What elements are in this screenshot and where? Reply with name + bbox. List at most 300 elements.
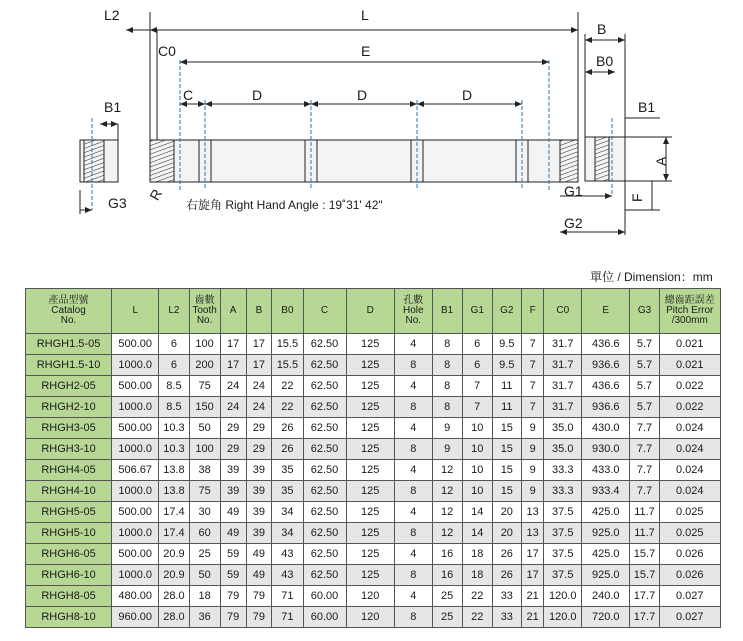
table-cell: 25 xyxy=(432,607,462,628)
helix-angle-caption: 右旋角 Right Hand Angle : 19˚31' 42" xyxy=(186,198,383,212)
table-cell: 62.50 xyxy=(303,502,346,523)
table-cell: 43 xyxy=(272,544,303,565)
table-cell: 18 xyxy=(189,586,220,607)
table-cell: 60.00 xyxy=(303,586,346,607)
table-cell: 125 xyxy=(346,460,394,481)
table-cell: 1000.0 xyxy=(112,565,159,586)
table-cell: 49 xyxy=(220,523,246,544)
table-cell: 1000.0 xyxy=(112,439,159,460)
table-cell: 5.7 xyxy=(630,376,659,397)
right-section-view xyxy=(585,118,625,196)
table-cell: 36 xyxy=(189,607,220,628)
table-cell: 12 xyxy=(432,481,462,502)
table-row xyxy=(26,586,721,607)
table-cell: 0.026 xyxy=(659,565,720,586)
table-cell: 125 xyxy=(346,355,394,376)
table-row xyxy=(26,334,721,355)
label-L2: L2 xyxy=(104,7,120,23)
column-header-line: G2 xyxy=(500,305,514,316)
table-cell: 925.0 xyxy=(582,523,630,544)
column-header-line: F xyxy=(529,305,536,316)
table-cell: 79 xyxy=(220,607,246,628)
table-cell: 500.00 xyxy=(112,544,159,565)
table-cell: 125 xyxy=(346,418,394,439)
table-cell: 26 xyxy=(272,418,303,439)
table-cell: 150 xyxy=(189,397,220,418)
table-cell: 100 xyxy=(189,334,220,355)
table-cell: 26 xyxy=(492,544,521,565)
table-cell: 0.025 xyxy=(659,502,720,523)
table-cell: 500.00 xyxy=(112,418,159,439)
table-cell: 0.027 xyxy=(659,586,720,607)
column-header-line: C0 xyxy=(556,305,570,316)
column-header xyxy=(630,289,659,334)
table-cell: 33 xyxy=(492,586,521,607)
table-cell: 4 xyxy=(394,376,432,397)
table-cell: 120.0 xyxy=(544,607,582,628)
table-cell: 0.021 xyxy=(659,355,720,376)
table-cell: 125 xyxy=(346,565,394,586)
table-cell: 22 xyxy=(462,607,492,628)
label-C0: C0 xyxy=(158,43,176,59)
rack-body xyxy=(150,60,578,190)
table-cell: 34 xyxy=(272,502,303,523)
column-header-line: Tooth xyxy=(192,305,217,316)
table-cell: 4 xyxy=(394,502,432,523)
column-header-line: L2 xyxy=(168,305,180,316)
table-row xyxy=(26,418,721,439)
table-cell: 59 xyxy=(220,565,246,586)
table-row xyxy=(26,607,721,628)
table-cell: 15.5 xyxy=(272,355,303,376)
table-cell: 62.50 xyxy=(303,397,346,418)
column-header-line: B xyxy=(255,305,263,316)
table-cell: 10 xyxy=(462,460,492,481)
table-row xyxy=(26,565,721,586)
label-E: E xyxy=(361,43,371,59)
table-cell: 1000.0 xyxy=(112,355,159,376)
table-cell: 960.00 xyxy=(112,607,159,628)
table-cell: 720.0 xyxy=(582,607,630,628)
table-cell: 125 xyxy=(346,544,394,565)
table-cell: 24 xyxy=(246,397,272,418)
table-cell: 26 xyxy=(492,565,521,586)
table-cell: 17 xyxy=(220,334,246,355)
column-header-line: 齒數 xyxy=(194,295,215,306)
column-header-line: Pitch Error xyxy=(666,305,714,316)
table-cell: 17.4 xyxy=(159,502,189,523)
table-cell: 6 xyxy=(462,334,492,355)
table-cell: 125 xyxy=(346,439,394,460)
table-cell: 5.7 xyxy=(630,334,659,355)
table-cell: 35 xyxy=(272,481,303,502)
table-cell: 22 xyxy=(272,397,303,418)
table-cell: 25 xyxy=(432,586,462,607)
table-cell: 26 xyxy=(272,439,303,460)
table-cell: 14 xyxy=(462,502,492,523)
table-cell: 1000.0 xyxy=(112,481,159,502)
table-cell: 125 xyxy=(346,481,394,502)
table-row xyxy=(26,397,721,418)
label-D-3: D xyxy=(462,87,473,103)
table-cell: 1000.0 xyxy=(112,523,159,544)
table-cell: 35.0 xyxy=(544,439,582,460)
column-header-line: L xyxy=(132,305,138,316)
table-cell: 125 xyxy=(346,334,394,355)
table-cell: 4 xyxy=(394,460,432,481)
table-cell: 75 xyxy=(189,481,220,502)
table-cell: 24 xyxy=(246,376,272,397)
spec-table xyxy=(25,288,721,628)
catalog-cell: RHGH1.5-10 xyxy=(26,355,112,376)
label-D-1: D xyxy=(252,87,263,103)
table-cell: 8 xyxy=(394,607,432,628)
table-cell: 29 xyxy=(246,418,272,439)
table-cell: 29 xyxy=(246,439,272,460)
table-cell: 8 xyxy=(394,523,432,544)
column-header xyxy=(582,289,630,334)
table-cell: 31.7 xyxy=(544,355,582,376)
column-header xyxy=(272,289,303,334)
column-header-line: G3 xyxy=(637,305,652,316)
table-cell: 8.5 xyxy=(159,376,189,397)
column-header xyxy=(303,289,346,334)
table-cell: 200 xyxy=(189,355,220,376)
table-row xyxy=(26,481,721,502)
label-C: C xyxy=(183,87,194,103)
table-cell: 20 xyxy=(492,502,521,523)
table-cell: 17 xyxy=(246,334,272,355)
column-header xyxy=(112,289,159,334)
table-cell: 9.5 xyxy=(492,355,521,376)
catalog-cell: RHGH6-05 xyxy=(26,544,112,565)
table-cell: 10.3 xyxy=(159,439,189,460)
table-row xyxy=(26,523,721,544)
table-cell: 79 xyxy=(220,586,246,607)
table-cell: 10 xyxy=(462,439,492,460)
table-cell: 6 xyxy=(462,355,492,376)
table-cell: 506.67 xyxy=(112,460,159,481)
catalog-cell: RHGH4-05 xyxy=(26,460,112,481)
table-cell: 21 xyxy=(521,607,544,628)
table-cell: 37.5 xyxy=(544,502,582,523)
table-cell: 8 xyxy=(394,565,432,586)
table-cell: 15 xyxy=(492,460,521,481)
label-D-2: D xyxy=(357,87,368,103)
table-cell: 17 xyxy=(220,355,246,376)
table-cell: 39 xyxy=(246,523,272,544)
table-cell: 49 xyxy=(220,502,246,523)
table-cell: 13.8 xyxy=(159,460,189,481)
table-cell: 28.0 xyxy=(159,586,189,607)
table-cell: 500.00 xyxy=(112,376,159,397)
table-cell: 433.0 xyxy=(582,460,630,481)
column-header xyxy=(432,289,462,334)
column-header-line: No. xyxy=(60,315,77,326)
table-cell: 37.5 xyxy=(544,565,582,586)
table-cell: 4 xyxy=(394,418,432,439)
table-cell: 9.5 xyxy=(492,334,521,355)
table-cell: 62.50 xyxy=(303,418,346,439)
table-cell: 29 xyxy=(220,418,246,439)
table-row xyxy=(26,502,721,523)
column-header-line: 產品型號 xyxy=(48,295,89,306)
column-header xyxy=(394,289,432,334)
column-header xyxy=(521,289,544,334)
table-cell: 17 xyxy=(521,544,544,565)
table-cell: 22 xyxy=(272,376,303,397)
table-cell: 39 xyxy=(246,481,272,502)
column-header xyxy=(659,289,720,334)
table-cell: 22 xyxy=(462,586,492,607)
table-cell: 4 xyxy=(394,544,432,565)
table-cell: 60.00 xyxy=(303,607,346,628)
table-cell: 936.6 xyxy=(582,355,630,376)
label-R: R xyxy=(146,186,166,203)
label-A: A xyxy=(653,156,669,166)
table-cell: 0.021 xyxy=(659,334,720,355)
unit-note: 單位 / Dimension：mm xyxy=(590,270,713,284)
table-cell: 8 xyxy=(432,355,462,376)
table-cell: 35 xyxy=(272,460,303,481)
table-cell: 62.50 xyxy=(303,355,346,376)
column-header xyxy=(346,289,394,334)
table-cell: 425.0 xyxy=(582,544,630,565)
table-cell: 9 xyxy=(432,439,462,460)
table-cell: 9 xyxy=(521,481,544,502)
table-cell: 20.9 xyxy=(159,544,189,565)
table-cell: 1000.0 xyxy=(112,397,159,418)
column-header-line: C xyxy=(320,305,329,316)
table-cell: 21 xyxy=(521,586,544,607)
column-header-line: D xyxy=(366,305,374,316)
table-cell: 6 xyxy=(159,334,189,355)
table-cell: 29 xyxy=(220,439,246,460)
table-cell: 7.7 xyxy=(630,481,659,502)
table-cell: 24 xyxy=(220,376,246,397)
table-cell: 39 xyxy=(246,460,272,481)
catalog-cell: RHGH1.5-05 xyxy=(26,334,112,355)
label-G1: G1 xyxy=(564,183,583,199)
table-cell: 9 xyxy=(521,439,544,460)
table-cell: 120 xyxy=(346,586,394,607)
table-cell: 62.50 xyxy=(303,565,346,586)
column-header-line: Catalog xyxy=(51,305,86,316)
table-cell: 30 xyxy=(189,502,220,523)
table-cell: 71 xyxy=(272,607,303,628)
column-header xyxy=(159,289,189,334)
label-L: L xyxy=(361,7,369,23)
table-row xyxy=(26,355,721,376)
label-F: F xyxy=(629,193,645,202)
table-cell: 8.5 xyxy=(159,397,189,418)
catalog-cell: RHGH4-10 xyxy=(26,481,112,502)
column-header-line: A xyxy=(229,305,237,316)
column-header-line: Hole xyxy=(402,305,424,316)
table-cell: 18 xyxy=(462,544,492,565)
table-cell: 15 xyxy=(492,418,521,439)
table-cell: 7.7 xyxy=(630,460,659,481)
label-B1-right: B1 xyxy=(638,99,656,115)
table-cell: 49 xyxy=(246,565,272,586)
table-row xyxy=(26,376,721,397)
table-cell: 17.7 xyxy=(630,607,659,628)
column-header-line: No. xyxy=(196,315,213,326)
table-cell: 0.022 xyxy=(659,397,720,418)
table-cell: 62.50 xyxy=(303,481,346,502)
table-cell: 5.7 xyxy=(630,397,659,418)
table-cell: 18 xyxy=(462,565,492,586)
table-cell: 20 xyxy=(492,523,521,544)
table-cell: 13.8 xyxy=(159,481,189,502)
table-cell: 10 xyxy=(462,481,492,502)
table-cell: 0.024 xyxy=(659,481,720,502)
table-cell: 8 xyxy=(432,397,462,418)
table-cell: 31.7 xyxy=(544,376,582,397)
column-header-line: No. xyxy=(405,315,422,326)
table-cell: 0.024 xyxy=(659,460,720,481)
column-header xyxy=(246,289,272,334)
column-header-line: E xyxy=(602,305,610,316)
table-cell: 7 xyxy=(521,355,544,376)
table-cell: 500.00 xyxy=(112,502,159,523)
table-header-row xyxy=(26,289,721,334)
table-cell: 17 xyxy=(246,355,272,376)
table-cell: 49 xyxy=(246,544,272,565)
table-cell: 62.50 xyxy=(303,523,346,544)
table-cell: 39 xyxy=(220,481,246,502)
table-cell: 38 xyxy=(189,460,220,481)
table-cell: 31.7 xyxy=(544,334,582,355)
table-cell: 125 xyxy=(346,523,394,544)
table-cell: 34 xyxy=(272,523,303,544)
table-cell: 31.7 xyxy=(544,397,582,418)
catalog-cell: RHGH5-05 xyxy=(26,502,112,523)
label-G3: G3 xyxy=(108,195,127,211)
table-cell: 925.0 xyxy=(582,565,630,586)
table-cell: 33 xyxy=(492,607,521,628)
table-cell: 430.0 xyxy=(582,418,630,439)
table-row xyxy=(26,544,721,565)
label-B1-left: B1 xyxy=(104,99,122,115)
table-cell: 16 xyxy=(432,544,462,565)
table-cell: 6 xyxy=(159,355,189,376)
label-G2: G2 xyxy=(564,215,583,231)
table-cell: 0.024 xyxy=(659,418,720,439)
table-cell: 425.0 xyxy=(582,502,630,523)
label-B0: B0 xyxy=(596,53,614,69)
column-header-line: 總齒距誤差 xyxy=(664,295,715,306)
column-header xyxy=(189,289,220,334)
table-cell: 7.7 xyxy=(630,439,659,460)
table-cell: 39 xyxy=(220,460,246,481)
table-cell: 59 xyxy=(220,544,246,565)
column-header xyxy=(544,289,582,334)
column-header-line: /300mm xyxy=(671,315,708,326)
table-cell: 28.0 xyxy=(159,607,189,628)
catalog-cell: RHGH8-10 xyxy=(26,607,112,628)
table-cell: 62.50 xyxy=(303,544,346,565)
catalog-cell: RHGH2-10 xyxy=(26,397,112,418)
table-cell: 11 xyxy=(492,376,521,397)
table-cell: 25 xyxy=(189,544,220,565)
table-cell: 16 xyxy=(432,565,462,586)
table-cell: 33.3 xyxy=(544,481,582,502)
table-cell: 0.022 xyxy=(659,376,720,397)
column-header xyxy=(462,289,492,334)
table-cell: 10.3 xyxy=(159,418,189,439)
table-cell: 24 xyxy=(220,397,246,418)
table-cell: 120 xyxy=(346,607,394,628)
table-cell: 125 xyxy=(346,376,394,397)
table-row xyxy=(26,439,721,460)
table-cell: 15.7 xyxy=(630,544,659,565)
catalog-cell: RHGH6-10 xyxy=(26,565,112,586)
table-cell: 0.024 xyxy=(659,439,720,460)
table-cell: 8 xyxy=(394,355,432,376)
table-cell: 4 xyxy=(394,586,432,607)
table-cell: 480.00 xyxy=(112,586,159,607)
table-cell: 12 xyxy=(432,460,462,481)
table-cell: 120.0 xyxy=(544,586,582,607)
table-cell: 436.6 xyxy=(582,376,630,397)
table-cell: 62.50 xyxy=(303,376,346,397)
table-cell: 39 xyxy=(246,502,272,523)
table-cell: 15 xyxy=(492,439,521,460)
table-cell: 125 xyxy=(346,502,394,523)
table-cell: 62.50 xyxy=(303,460,346,481)
column-header xyxy=(492,289,521,334)
table-cell: 50 xyxy=(189,418,220,439)
column-header-line: B0 xyxy=(281,305,294,316)
table-cell: 20.9 xyxy=(159,565,189,586)
table-cell: 11.7 xyxy=(630,523,659,544)
table-cell: 125 xyxy=(346,397,394,418)
table-cell: 500.00 xyxy=(112,334,159,355)
table-cell: 5.7 xyxy=(630,355,659,376)
table-cell: 11.7 xyxy=(630,502,659,523)
table-cell: 17.4 xyxy=(159,523,189,544)
table-cell: 8 xyxy=(394,481,432,502)
table-cell: 60 xyxy=(189,523,220,544)
table-cell: 50 xyxy=(189,565,220,586)
column-header-line: 孔數 xyxy=(403,295,424,306)
catalog-cell: RHGH3-05 xyxy=(26,418,112,439)
table-cell: 17 xyxy=(521,565,544,586)
table-cell: 43 xyxy=(272,565,303,586)
column-header-line: G1 xyxy=(470,305,484,316)
table-cell: 933.4 xyxy=(582,481,630,502)
table-cell: 15 xyxy=(492,481,521,502)
table-cell: 7.7 xyxy=(630,418,659,439)
table-cell: 8 xyxy=(394,439,432,460)
table-cell: 7 xyxy=(521,334,544,355)
table-cell: 71 xyxy=(272,586,303,607)
table-cell: 436.6 xyxy=(582,334,630,355)
table-cell: 79 xyxy=(246,586,272,607)
table-cell: 930.0 xyxy=(582,439,630,460)
table-cell: 14 xyxy=(462,523,492,544)
column-header xyxy=(220,289,246,334)
label-B: B xyxy=(597,21,607,37)
table-cell: 10 xyxy=(462,418,492,439)
table-cell: 35.0 xyxy=(544,418,582,439)
table-cell: 62.50 xyxy=(303,334,346,355)
table-cell: 15.7 xyxy=(630,565,659,586)
table-cell: 12 xyxy=(432,502,462,523)
catalog-cell: RHGH2-05 xyxy=(26,376,112,397)
table-cell: 8 xyxy=(432,376,462,397)
